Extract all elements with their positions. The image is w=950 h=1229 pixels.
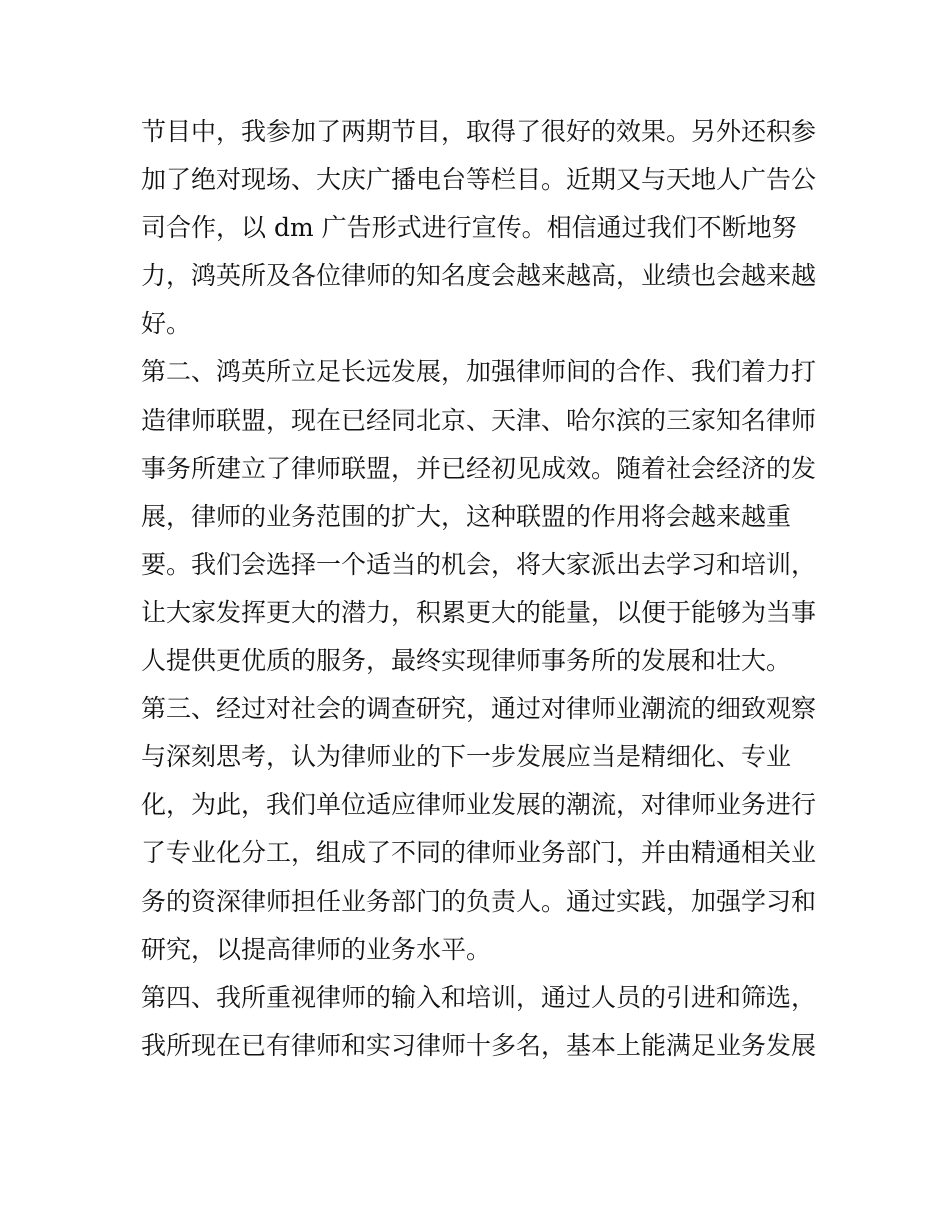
text-line: 研究，以提高律师的业务水平。 (141, 934, 492, 964)
text-line: 第四、我所重视律师的输入和培训，通过人员的引进和筛选， (141, 982, 817, 1012)
text-line: 我所现在已有律师和实习律师十多名，基本上能满足业务发展 (141, 1030, 817, 1060)
text-line: 展，律师的业务范围的扩大，这种联盟的作用将会越来越重 (141, 501, 792, 531)
text-line: 造律师联盟，现在已经同北京、天津、哈尔滨的三家知名律师 (141, 405, 817, 435)
text-line: 好。 (141, 309, 192, 339)
text-line: 了专业化分工，组成了不同的律师业务部门，并由精通相关业 (141, 838, 817, 868)
text-line: 节目中，我参加了两期节目，取得了很好的效果。另外还积参 (141, 117, 817, 146)
text-line: 让大家发挥更大的潜力，积累更大的能量，以便于能够为当事 (141, 597, 817, 627)
text-line: 第二、鸿英所立足长远发展，加强律师间的合作、我们着力打 (141, 357, 817, 387)
text-line: 司合作，以 dm 广告形式进行宣传。相信通过我们不断地努 (141, 213, 797, 243)
document-body (141, 108, 821, 1070)
text-line: 化，为此，我们单位适应律师业发展的潮流，对律师业务进行 (141, 790, 817, 820)
text-line: 第三、经过对社会的调查研究，通过对律师业潮流的细致观察 (141, 694, 817, 724)
text-line: 务的资深律师担任业务部门的负责人。通过实践，加强学习和 (141, 886, 817, 916)
text-line: 与深刻思考，认为律师业的下一步发展应当是精细化、专业 (141, 742, 792, 772)
text-line: 加了绝对现场、大庆广播电台等栏目。近期又与天地人广告公 (141, 165, 817, 195)
text-line: 力，鸿英所及各位律师的知名度会越来越高，业绩也会越来越 (141, 261, 817, 291)
text-line: 要。我们会选择一个适当的机会，将大家派出去学习和培训， (141, 549, 817, 579)
text-line: 人提供更优质的服务，最终实现律师事务所的发展和壮大。 (141, 646, 792, 676)
text-line: 事务所建立了律师联盟，并已经初见成效。随着社会经济的发 (141, 453, 817, 483)
